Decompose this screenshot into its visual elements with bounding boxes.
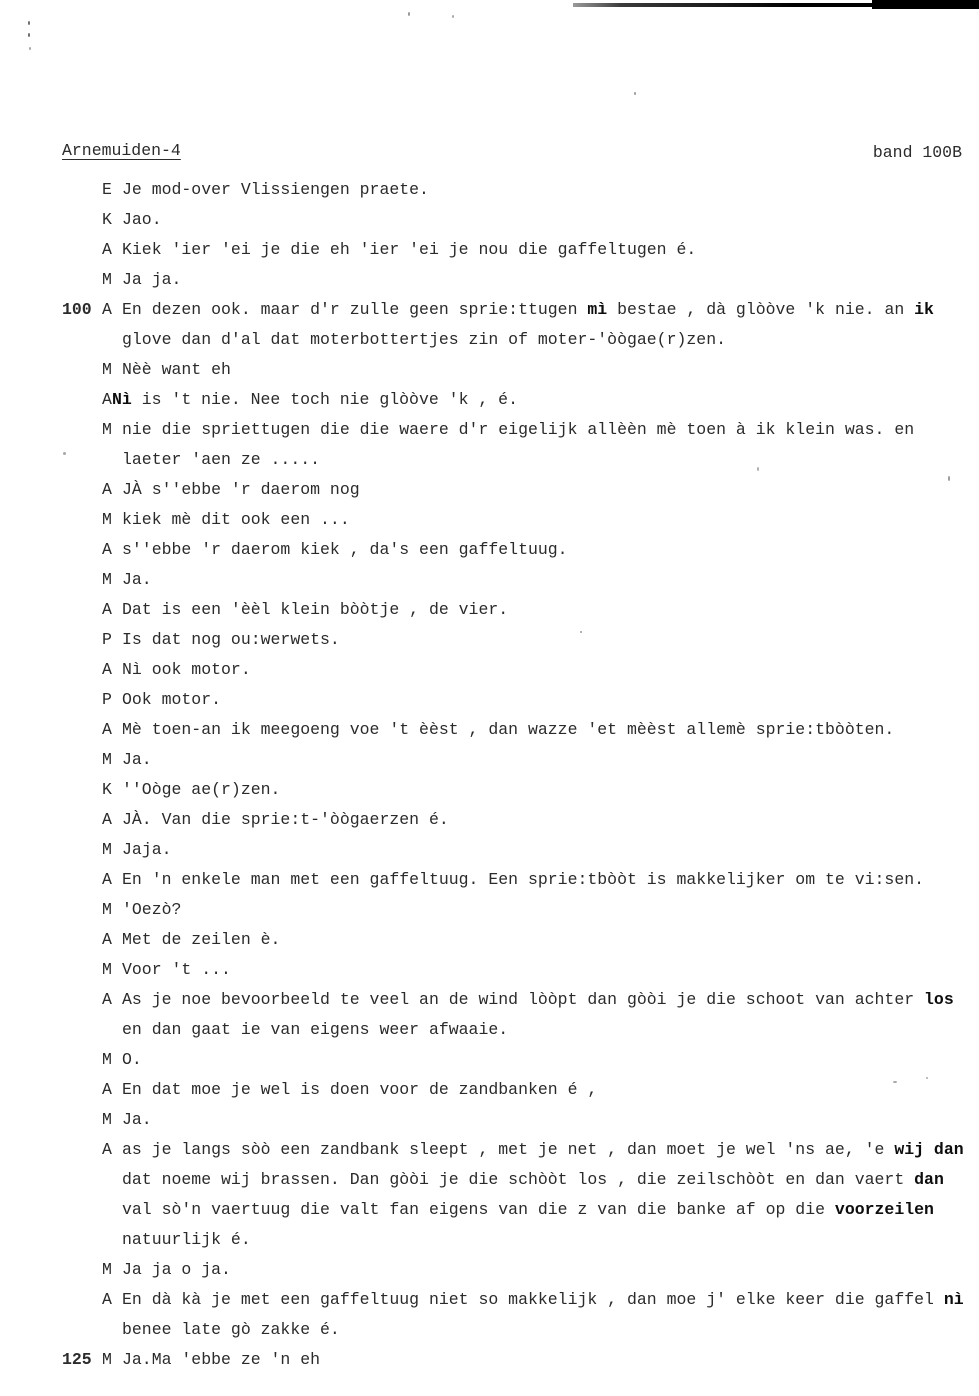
transcript-line [62, 265, 967, 295]
speaker-label: A [102, 930, 112, 949]
line-number [62, 1195, 102, 1225]
speaker-label: M [102, 360, 112, 379]
speaker-label: P [102, 690, 112, 709]
speaker-label: M [102, 1350, 112, 1369]
line-number [62, 1135, 102, 1165]
line-text: Is dat nog ou:werwets. [122, 630, 340, 649]
speaker-label: M [102, 900, 112, 919]
transcript-line [62, 655, 967, 685]
transcript-line [62, 535, 967, 565]
speaker-label: A [102, 1140, 112, 1159]
line-text: laeter 'aen ze ..... [122, 450, 321, 469]
line-number: 100 [62, 300, 92, 319]
line-text: Je mod-over Vlissiengen praete. [122, 180, 429, 199]
page-header [62, 141, 962, 165]
transcript-line [62, 1255, 967, 1285]
line-text: En 'n enkele man met een gaffeltuug. Een sprie:tbòòt is makkelijker om te vi:sen. [122, 870, 925, 889]
speaker-label [102, 1165, 122, 1195]
transcript-line [62, 235, 967, 265]
scan-artifact-bar-end [872, 0, 979, 9]
transcript-line [62, 415, 967, 445]
line-text: nie die spriettugen die die waere d'r eigelijk allèèn mè toen à ik klein was. en [122, 420, 915, 439]
line-number [62, 1315, 102, 1345]
line-text: Ja ja. [122, 270, 182, 289]
scan-speck [29, 47, 31, 50]
transcript-line [62, 985, 967, 1015]
speaker-label [102, 1225, 122, 1255]
speaker-label: A [102, 540, 112, 559]
speaker-label: M [102, 960, 112, 979]
speaker-label: M [102, 270, 112, 289]
line-text: Ja. [122, 750, 152, 769]
line-text: Dat is een 'èèl klein bòòtje , de vier. [122, 600, 509, 619]
line-text: As je noe bevoorbeeld te veel an de wind lòòpt dan gòòi je die schoot van achter los [122, 990, 954, 1009]
line-number [62, 1075, 102, 1105]
transcript-line [62, 1285, 967, 1315]
speaker-label: M [102, 750, 112, 769]
transcript-line [62, 445, 967, 475]
line-text: JÀ. Van die sprie:t-'òògaerzen é. [122, 810, 449, 829]
speaker-label: M [102, 510, 112, 529]
line-number [62, 205, 102, 235]
transcript-line [62, 565, 967, 595]
line-text: glove dan d'al dat moterbottertjes zin of moter-'òògae(r)zen. [122, 330, 726, 349]
line-number [62, 715, 102, 745]
line-number [62, 385, 102, 415]
line-number [62, 985, 102, 1015]
transcript-line [62, 685, 967, 715]
line-text: en dan gaat ie van eigens weer afwaaie. [122, 1020, 509, 1039]
transcript-line [62, 1345, 967, 1375]
line-number [62, 865, 102, 895]
line-number [62, 1015, 102, 1045]
transcript-line [62, 715, 967, 745]
transcript-line [62, 175, 967, 205]
speaker-label: M [102, 840, 112, 859]
speaker-label: A [102, 810, 112, 829]
speaker-label: K [102, 780, 112, 799]
line-text: kiek mè dit ook een ... [122, 510, 350, 529]
transcript-line [62, 1225, 967, 1255]
speaker-label [102, 325, 122, 355]
transcript-line [62, 745, 967, 775]
line-text: Ja ja o ja. [122, 1260, 231, 1279]
speaker-label: A [102, 660, 112, 679]
transcript-line [62, 505, 967, 535]
line-text: Kiek 'ier 'ei je die eh 'ier 'ei je nou die gaffeltugen é. [122, 240, 697, 259]
transcript-line [62, 1135, 967, 1165]
speaker-label: M [102, 420, 112, 439]
line-number [62, 1255, 102, 1285]
line-text: s''ebbe 'r daerom kiek , da's een gaffeltuug. [122, 540, 568, 559]
speaker-label: A [102, 870, 112, 889]
speaker-label [102, 1195, 122, 1225]
line-number [62, 625, 102, 655]
line-text: Nèè want eh [122, 360, 231, 379]
line-text: Voor 't ... [122, 960, 231, 979]
line-text: Ook motor. [122, 690, 222, 709]
line-number [62, 355, 102, 385]
speaker-label: A [102, 480, 112, 499]
line-number [62, 1285, 102, 1315]
line-text: Jao. [122, 210, 162, 229]
line-text: Ja. [122, 570, 152, 589]
line-number [62, 925, 102, 955]
line-number [62, 505, 102, 535]
speaker-label: A [102, 240, 112, 259]
transcript-line [62, 325, 967, 355]
transcript-line [62, 475, 967, 505]
speaker-label: P [102, 630, 112, 649]
line-number [62, 535, 102, 565]
speaker-label [102, 1015, 122, 1045]
speaker-label [102, 1315, 122, 1345]
speaker-label: A [102, 1290, 112, 1309]
line-text: val sò'n vaertuug die valt fan eigens van die z van die banke af op die voorzeilen [122, 1200, 934, 1219]
line-text: En dat moe je wel is doen voor de zandbanken é , [122, 1080, 598, 1099]
transcript-line [62, 595, 967, 625]
line-number [62, 1105, 102, 1135]
line-number [62, 445, 102, 475]
line-number [62, 595, 102, 625]
line-number [62, 265, 102, 295]
line-text: Nì is 't nie. Nee toch nie glòòve 'k , é. [112, 390, 518, 409]
transcript-line [62, 355, 967, 385]
line-text: as je langs sòò een zandbank sleept , met je net , dan moet je wel 'ns ae, 'e wij dan [122, 1140, 964, 1159]
speaker-label: M [102, 1260, 112, 1279]
line-number: 125 [62, 1350, 92, 1369]
transcript-line [62, 1075, 967, 1105]
transcript [62, 175, 967, 1375]
transcript-line [62, 925, 967, 955]
speaker-label: A [102, 300, 112, 319]
speaker-label: A [102, 390, 112, 409]
transcript-line [62, 1165, 967, 1195]
speaker-label: A [102, 600, 112, 619]
speaker-label: M [102, 570, 112, 589]
scan-speck [634, 92, 636, 95]
line-text: En dezen ook. maar d'r zulle geen sprie:ttugen mì bestae , dà glòòve 'k nie. an ik [122, 300, 934, 319]
transcript-line [62, 295, 967, 325]
line-number [62, 475, 102, 505]
line-text: JÀ s''ebbe 'r daerom nog [122, 480, 360, 499]
line-text: 'Oezò? [122, 900, 182, 919]
transcript-line [62, 1195, 967, 1225]
line-number [62, 175, 102, 205]
speaker-label: M [102, 1110, 112, 1129]
line-text: Jaja. [122, 840, 172, 859]
speaker-label: E [102, 180, 112, 199]
transcript-line [62, 625, 967, 655]
transcript-line [62, 895, 967, 925]
transcript-line [62, 385, 967, 415]
speaker-label: A [102, 1080, 112, 1099]
speaker-label: A [102, 990, 112, 1009]
document-title: Arnemuiden-4 [62, 141, 181, 160]
line-number [62, 1045, 102, 1075]
line-number [62, 835, 102, 865]
line-number [62, 415, 102, 445]
line-number [62, 805, 102, 835]
line-number [62, 655, 102, 685]
transcript-line [62, 1315, 967, 1345]
transcript-line [62, 955, 967, 985]
line-text: natuurlijk é. [122, 1230, 251, 1249]
line-text: benee late gò zakke é. [122, 1320, 340, 1339]
line-number [62, 1225, 102, 1255]
speaker-label: K [102, 210, 112, 229]
line-text: O. [122, 1050, 142, 1069]
scan-speck [28, 21, 30, 25]
line-number [62, 895, 102, 925]
line-text: dat noeme wij brassen. Dan gòòi je die schòòt los , die zeilschòòt en dan vaert dan [122, 1170, 944, 1189]
line-text: ''Oòge ae(r)zen. [122, 780, 281, 799]
line-number [62, 235, 102, 265]
line-number [62, 955, 102, 985]
transcript-line [62, 835, 967, 865]
line-text: Ja.Ma 'ebbe ze 'n eh [122, 1350, 321, 1369]
line-number [62, 745, 102, 775]
speaker-label [102, 445, 122, 475]
transcript-line [62, 865, 967, 895]
scan-speck [28, 33, 30, 37]
transcript-line [62, 1015, 967, 1045]
transcript-line [62, 1045, 967, 1075]
line-number [62, 1165, 102, 1195]
transcript-line [62, 805, 967, 835]
line-text: Mè toen-an ik meegoeng voe 't èèst , dan wazze 'et mèèst allemè sprie:tbòòten. [122, 720, 895, 739]
line-number [62, 775, 102, 805]
transcript-line [62, 1105, 967, 1135]
speaker-label: A [102, 720, 112, 739]
line-text: En dà kà je met een gaffeltuug niet so makkelijk , dan moe j' elke keer die gaffel nì [122, 1290, 964, 1309]
transcript-line [62, 205, 967, 235]
line-number [62, 685, 102, 715]
scan-speck [408, 12, 410, 16]
tape-reference: band 100B [872, 143, 962, 162]
line-text: Nì ook motor. [122, 660, 251, 679]
scan-speck [452, 15, 454, 18]
line-number [62, 325, 102, 355]
line-number [62, 565, 102, 595]
speaker-label: M [102, 1050, 112, 1069]
line-text: Ja. [122, 1110, 152, 1129]
line-text: Met de zeilen è. [122, 930, 281, 949]
transcript-line [62, 775, 967, 805]
